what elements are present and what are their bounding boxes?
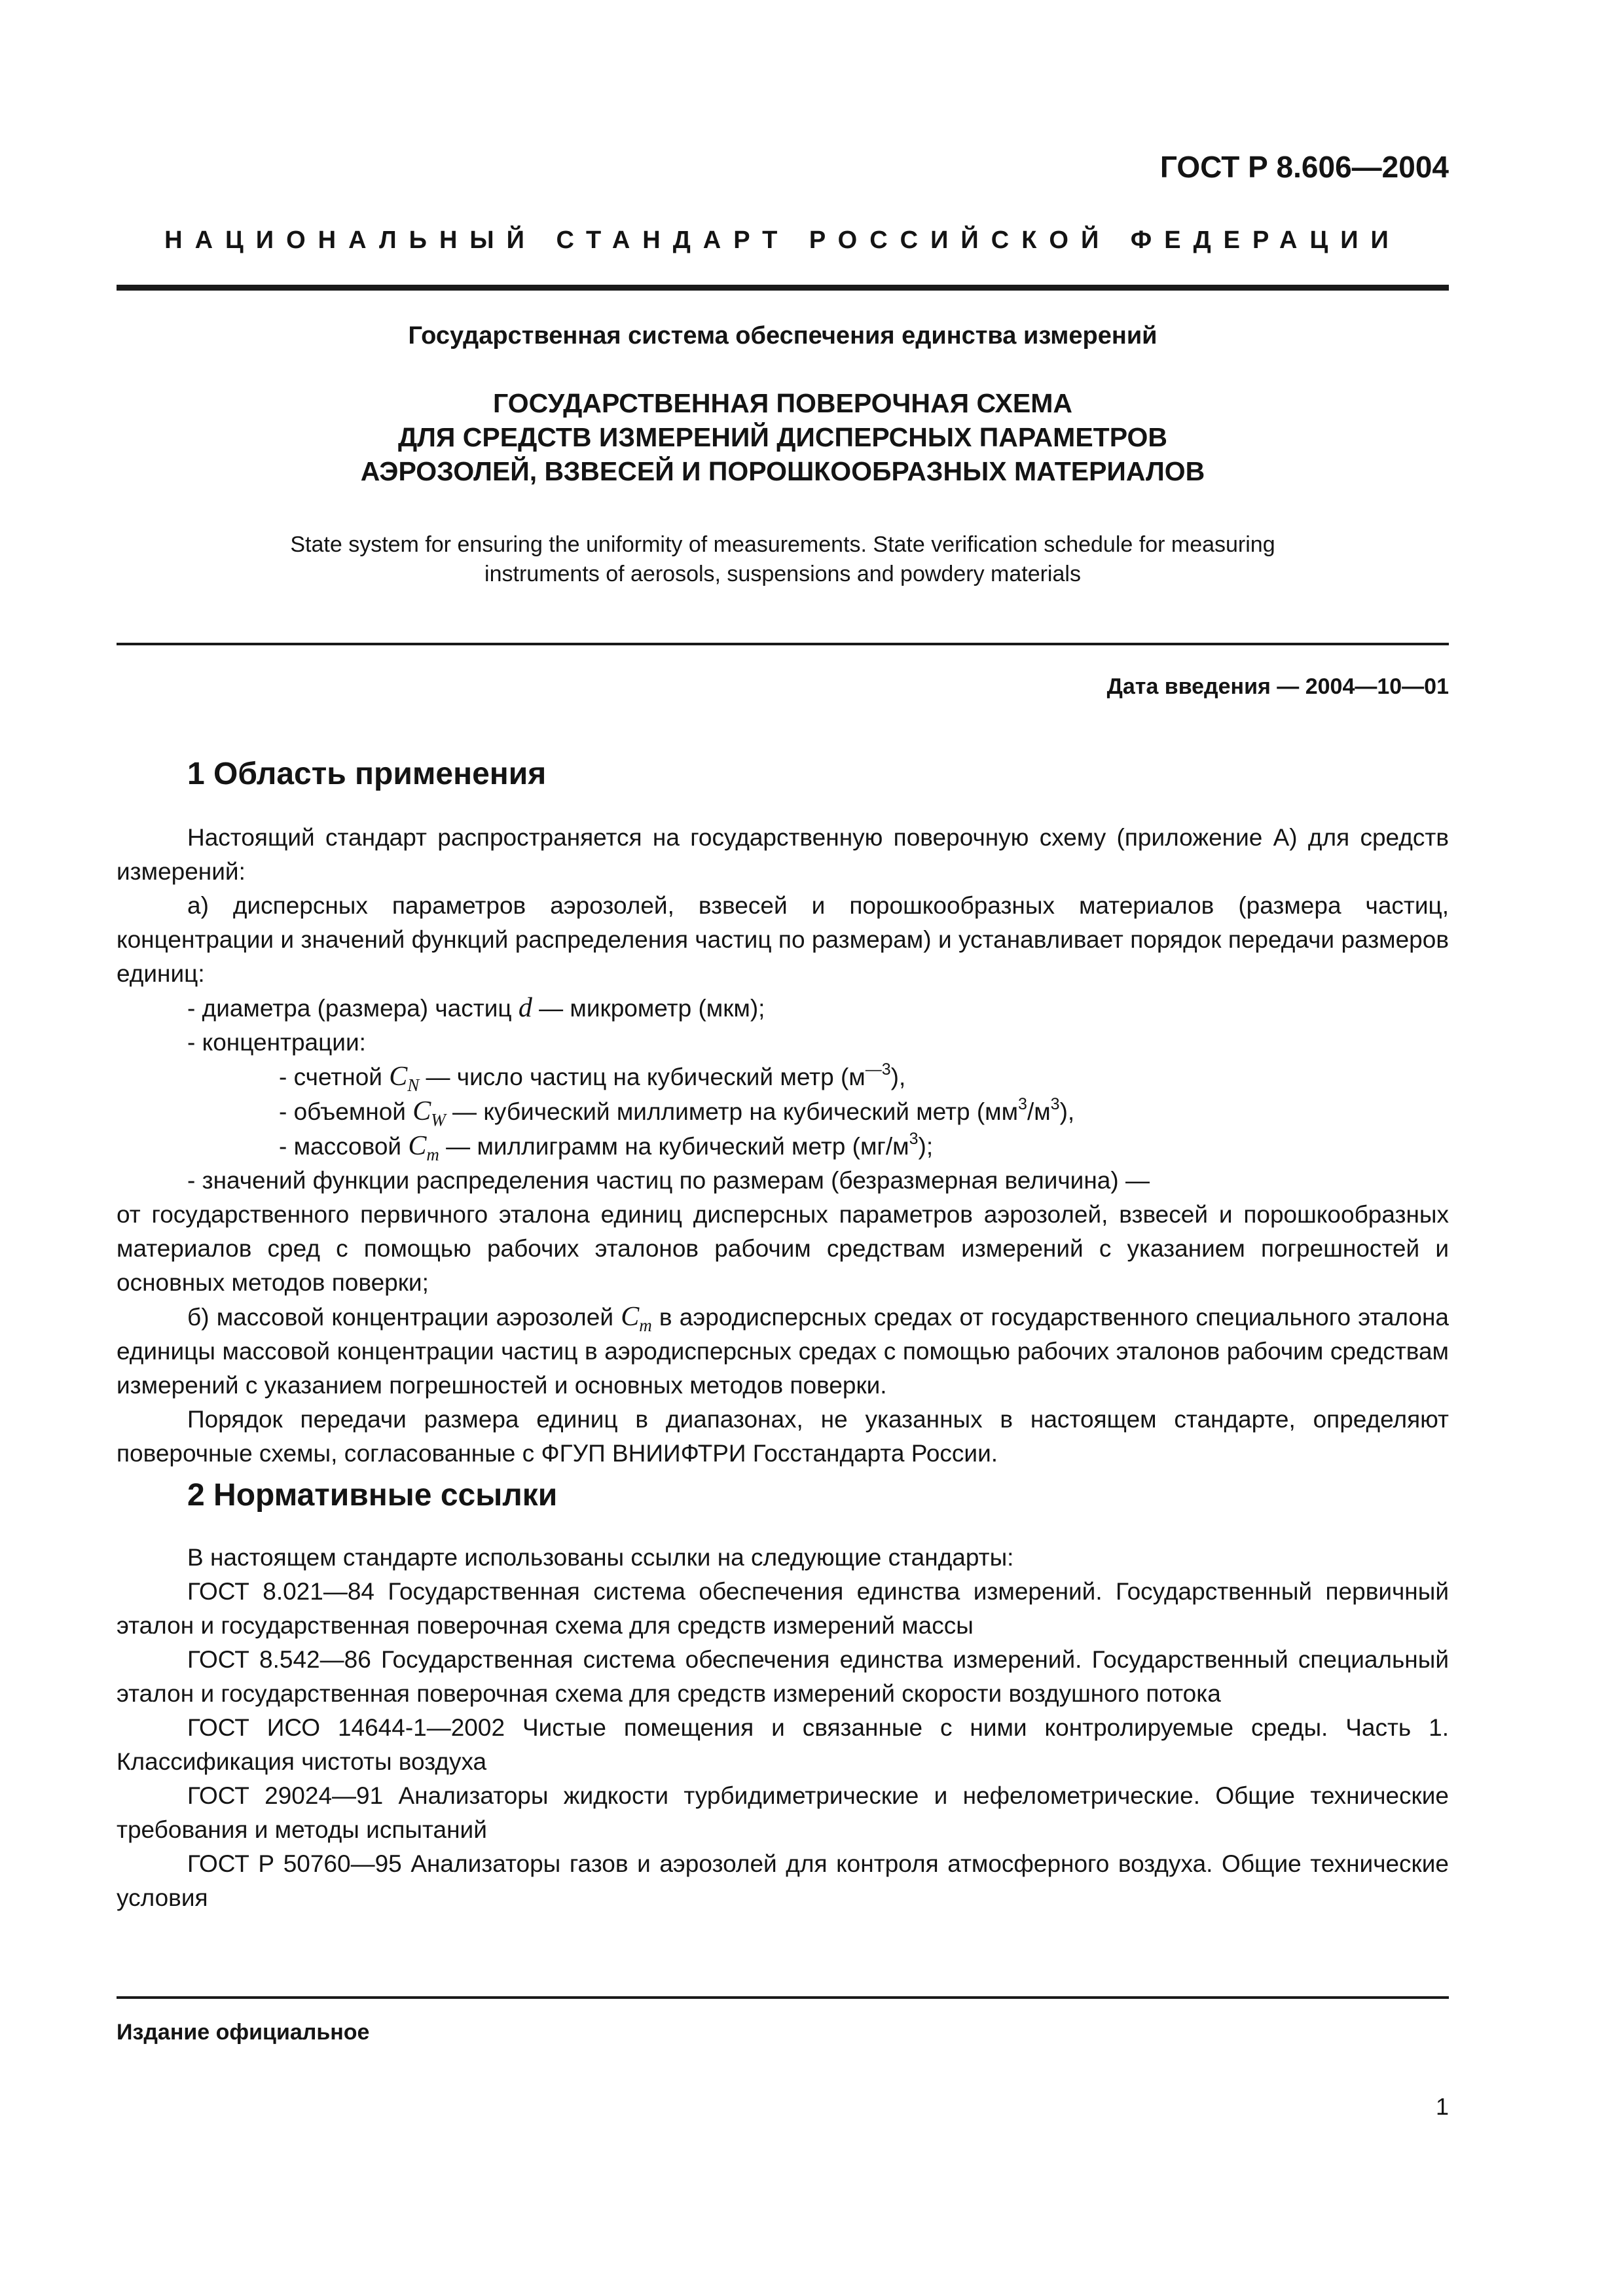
english-title: [117, 530, 1449, 589]
introduction-date: Дата введения — 2004—10—01: [1106, 674, 1449, 699]
section-1-heading: 1 Область применения: [187, 757, 547, 791]
symbol-c: C: [389, 1062, 408, 1092]
official-edition-label: Издание официальное: [117, 2020, 370, 2045]
title-line: ДЛЯ СРЕДСТВ ИЗМЕРЕНИЙ ДИСПЕРСНЫХ ПАРАМЕТРОВ: [397, 422, 1168, 452]
english-title-line: State system for ensuring the uniformity of measurements. State verification schedule for measuring: [290, 532, 1275, 557]
reference-item: ГОСТ ИСО 14644-1—2002 Чистые помещения и связанные с ними контролируемые среды. Часть 1. Классификация чистоты воздуха: [117, 1714, 1449, 1775]
list-item-concentration: - концентрации:: [187, 1029, 366, 1056]
symbol-d: d: [518, 993, 532, 1023]
list-item-count: - счетной $C_N$ — число частиц на кубический метр $(м^{—3})$,: [279, 1060, 906, 1095]
system-title: Государственная система обеспечения единства измерений: [408, 322, 1158, 350]
paragraph-last: Порядок передачи размера единиц в диапазонах, не указанных в настоящем стандарте, определяют поверочные схемы, согласованные с ФГУП ВНИИФТРИ Госстандарта России.: [117, 1406, 1449, 1467]
paragraph: В настоящем стандарте использованы ссылки на следующие стандарты:: [187, 1544, 1014, 1571]
symbol-c: C: [621, 1302, 640, 1332]
list-item-mass: - массовой $C_m$ — миллиграмм на кубический метр $(мг/м^3)$;: [279, 1130, 934, 1164]
paragraph-a: а) дисперсных параметров аэрозолей, взвесей и порошкообразных материалов (размера частиц, концентрации и значений функций распределения частиц по размерам) и устанавливает порядок передачи размеров единиц:: [117, 892, 1449, 987]
reference-item: ГОСТ 29024—91 Анализаторы жидкости турбидиметрические и нефелометрические. Общие технические требования и методы испытаний: [117, 1782, 1449, 1843]
reference-item: ГОСТ Р 50760—95 Анализаторы газов и аэрозолей для контроля атмосферного воздуха. Общие технические условия: [117, 1850, 1449, 1911]
section-1-body: [117, 821, 1449, 1471]
document-title: [117, 386, 1449, 488]
list-item-volume: - объемной $C_W$ — кубический миллиметр на кубический метр $(мм^3/м^3)$,: [279, 1095, 1075, 1130]
symbol-c: C: [408, 1131, 427, 1161]
page-number: 1: [1435, 2093, 1449, 2120]
list-item-diameter: - диаметра (размера) частиц d — микрометр (мкм);: [187, 993, 765, 1023]
section-2-heading: 2 Нормативные ссылки: [187, 1478, 558, 1513]
symbol-c: C: [412, 1096, 431, 1126]
paragraph-b: б) массовой концентрации аэрозолей $C_m$ в аэродисперсных средах от государственного специального эталона единицы массовой концентрации частиц в аэродисперсных средах с помощью рабочих эталонов рабочим средствам измерений с указанием погрешностей и основных методов поверки.: [117, 1302, 1449, 1399]
paragraph-from: от государственного первичного эталона единиц дисперсных параметров аэрозолей, взвесей и порошкообразных материалов сред с помощью рабочих эталонов рабочим средствам измерений с указанием погрешностей и основных методов поверки;: [117, 1201, 1449, 1296]
title-line: АЭРОЗОЛЕЙ, ВЗВЕСЕЙ И ПОРОШКООБРАЗНЫХ МАТЕРИАЛОВ: [360, 456, 1205, 486]
english-title-line: instruments of aerosols, suspensions and powdery materials: [484, 562, 1081, 586]
title-line: ГОСУДАРСТВЕННАЯ ПОВЕРОЧНАЯ СХЕМА: [493, 388, 1072, 418]
header-rule: [117, 285, 1449, 291]
section-2-body: [117, 1541, 1449, 1915]
standard-code: ГОСТ Р 8.606—2004: [1159, 150, 1449, 184]
reference-item: ГОСТ 8.021—84 Государственная система обеспечения единства измерений. Государственный первичный эталон и государственная поверочная схема для средств измерений массы: [117, 1578, 1449, 1639]
reference-item: ГОСТ 8.542—86 Государственная система обеспечения единства измерений. Государственный специальный эталон и государственная поверочная схема для средств измерений скорости воздушного потока: [117, 1646, 1449, 1707]
list-item-distribution: - значений функции распределения частиц по размерам (безразмерная величина) —: [187, 1167, 1150, 1194]
paragraph: Настоящий стандарт распространяется на государственную поверочную схему (приложение А) для средств измерений:: [117, 824, 1449, 885]
footer-rule: [117, 1996, 1449, 1999]
title-rule: [117, 643, 1449, 645]
org-title: НАЦИОНАЛЬНЫЙ СТАНДАРТ РОССИЙСКОЙ ФЕДЕРАЦИИ: [164, 226, 1401, 254]
